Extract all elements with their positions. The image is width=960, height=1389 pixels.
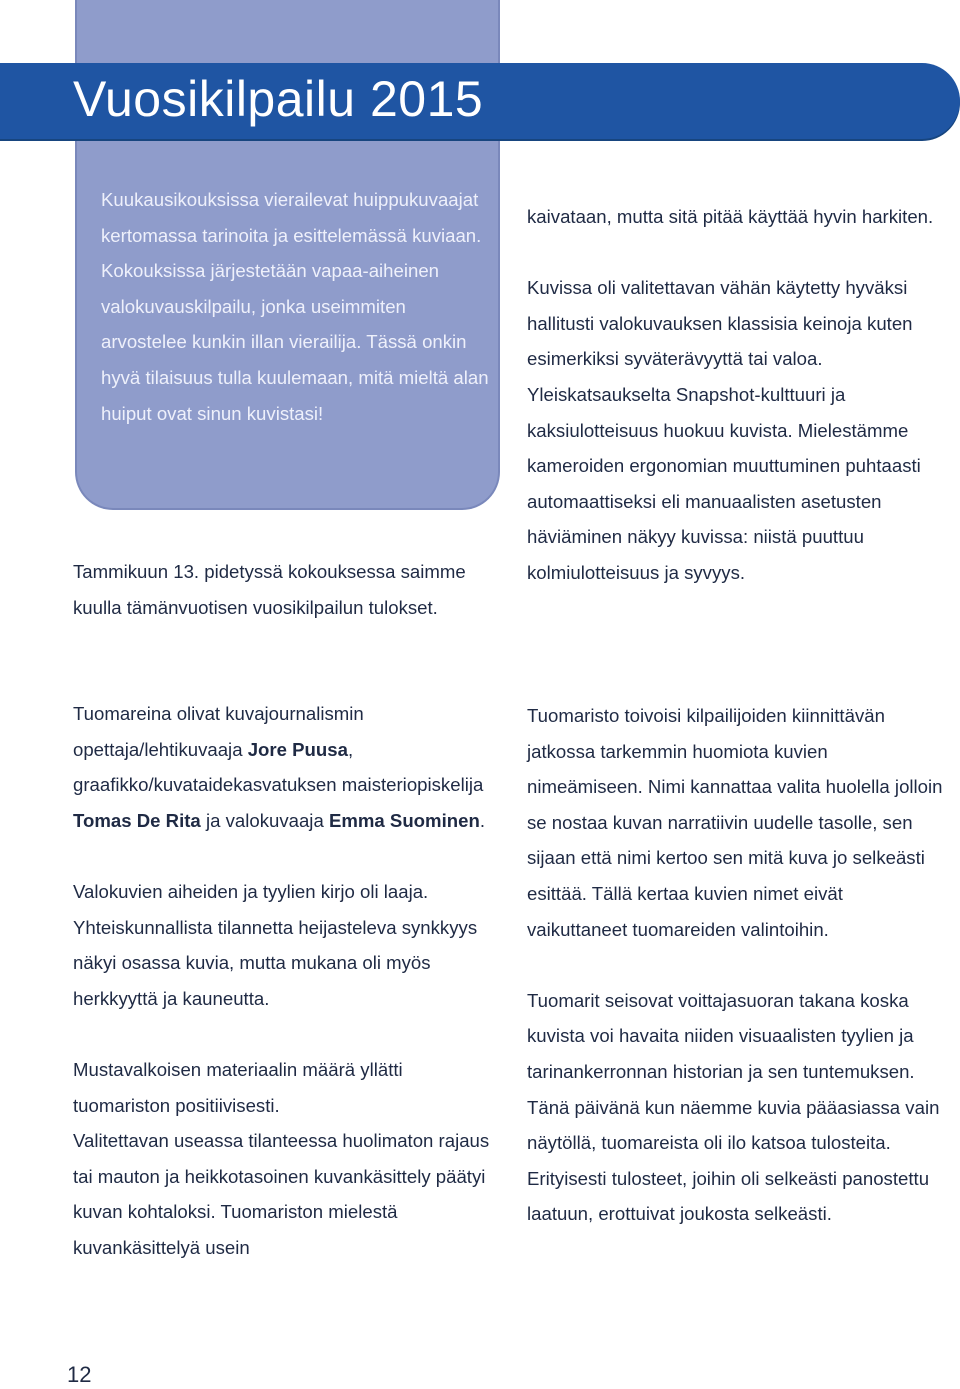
editing-paragraph: Valitettavan useassa tilanteessa huolimaton rajaus tai mauton ja heikkotasoinen kuvankäsittely päätyi kuvan kohtaloksi. Tuomariston mielestä kuvankäsittelyä usein: [73, 1130, 490, 1258]
right-column-bottom: [527, 698, 947, 1232]
naming-paragraph: Tuomaristo toivoisi kilpailijoiden kiinnittävän jatkossa tarkemmin huomiota kuvien nimeämiseen. Nimi kannattaa valita huolella jolloin se nostaa kuvan narratiivin uudelle tasolle, sen sijaan että nimi kertoo sen mitä kuva jo selkeästi esittää. Tällä kertaa kuvien nimet eivät vaikuttaneet tuomareiden valintoihin.: [527, 705, 943, 940]
right-column-top: [527, 199, 947, 591]
judges-text-1: Tuomareina olivat kuvajournalismin opettaja/lehtikuvaaja: [73, 703, 364, 760]
judge-name-2: Tomas De Rita: [73, 809, 201, 831]
intro-text: Kuukausikouksissa vierailevat huippukuvaajat kertomassa tarinoita ja esittelemässä kuviaan. Kokouksissa järjestetään vapaa-aiheinen valokuvauskilpailu, jonka useimmiten arvostelee kunkin illan vierailija. Tässä onkin hyvä tilaisuus tulla kuulemaan, mitä mieltä alan huiput ovat sinun kuvistasi!: [101, 189, 489, 424]
continuation-paragraph: kaivataan, mutta sitä pitää käyttää hyvin harkiten.: [527, 206, 934, 227]
judges-text-2: , graafikko/kuvataidekasvatuksen maisteriopiskelija: [73, 738, 484, 796]
monochrome-paragraph: Mustavalkoisen materiaalin määrä yllätti tuomariston positiivisesti.: [73, 1058, 403, 1116]
left-column-top: [73, 554, 498, 625]
left-column-bottom: [73, 696, 498, 1266]
judge-name-1: Jore Puusa: [247, 738, 348, 760]
judges-text-3: ja valokuvaaja: [200, 809, 329, 831]
page-title: Vuosikilpailu 2015: [73, 71, 484, 127]
judges-text-4: .: [479, 809, 485, 831]
judge-name-3: Emma Suominen: [328, 809, 480, 831]
judges-paragraph: [73, 696, 498, 838]
winners-paragraph: Tuomarit seisovat voittajasuoran takana koska kuvista voi havaita niiden visuaalisten tyylien ja tarinankerronnan historian ja sen tuntemuksen. Tänä päivänä kun näemme kuvia pääasiassa vain näytöllä, tuomareista oli ilo katsoa tulosteita. Erityisesti tulosteet, joihin oli selkeästi panostettu laatuun, erottuivat joukosta selkeästi.: [527, 989, 940, 1225]
results-paragraph: Tammikuun 13. pidetyssä kokouksessa saimme kuulla tämänvuotisen vuosikilpailun tulokset.: [73, 561, 466, 618]
themes-paragraph: Valokuvien aiheiden ja tyylien kirjo oli laaja. Yhteiskunnallista tilannetta heijasteleva synkkyys näkyi osassa kuvia, mutta mukana oli myös herkkyyttä ja kauneutta.: [73, 880, 478, 1009]
page-number: 12: [67, 1362, 92, 1387]
classic-methods-paragraph: Kuvissa oli valitettavan vähän käytetty hyväksi hallitusti valokuvauksen klassisia keinoja kuten esimerkiksi syväterävyyttä tai valoa. Yleiskatsaukselta Snapshot-kulttuuri ja kaksiulotteisuus huokuu kuvista. Mielestämme kameroiden ergonomian muuttuminen puhtaasti automaattiseksi eli manuaalisten asetusten häviäminen näkyy kuvissa: niistä puuttuu kolmiulotteisuus ja syvyys.: [527, 277, 921, 583]
